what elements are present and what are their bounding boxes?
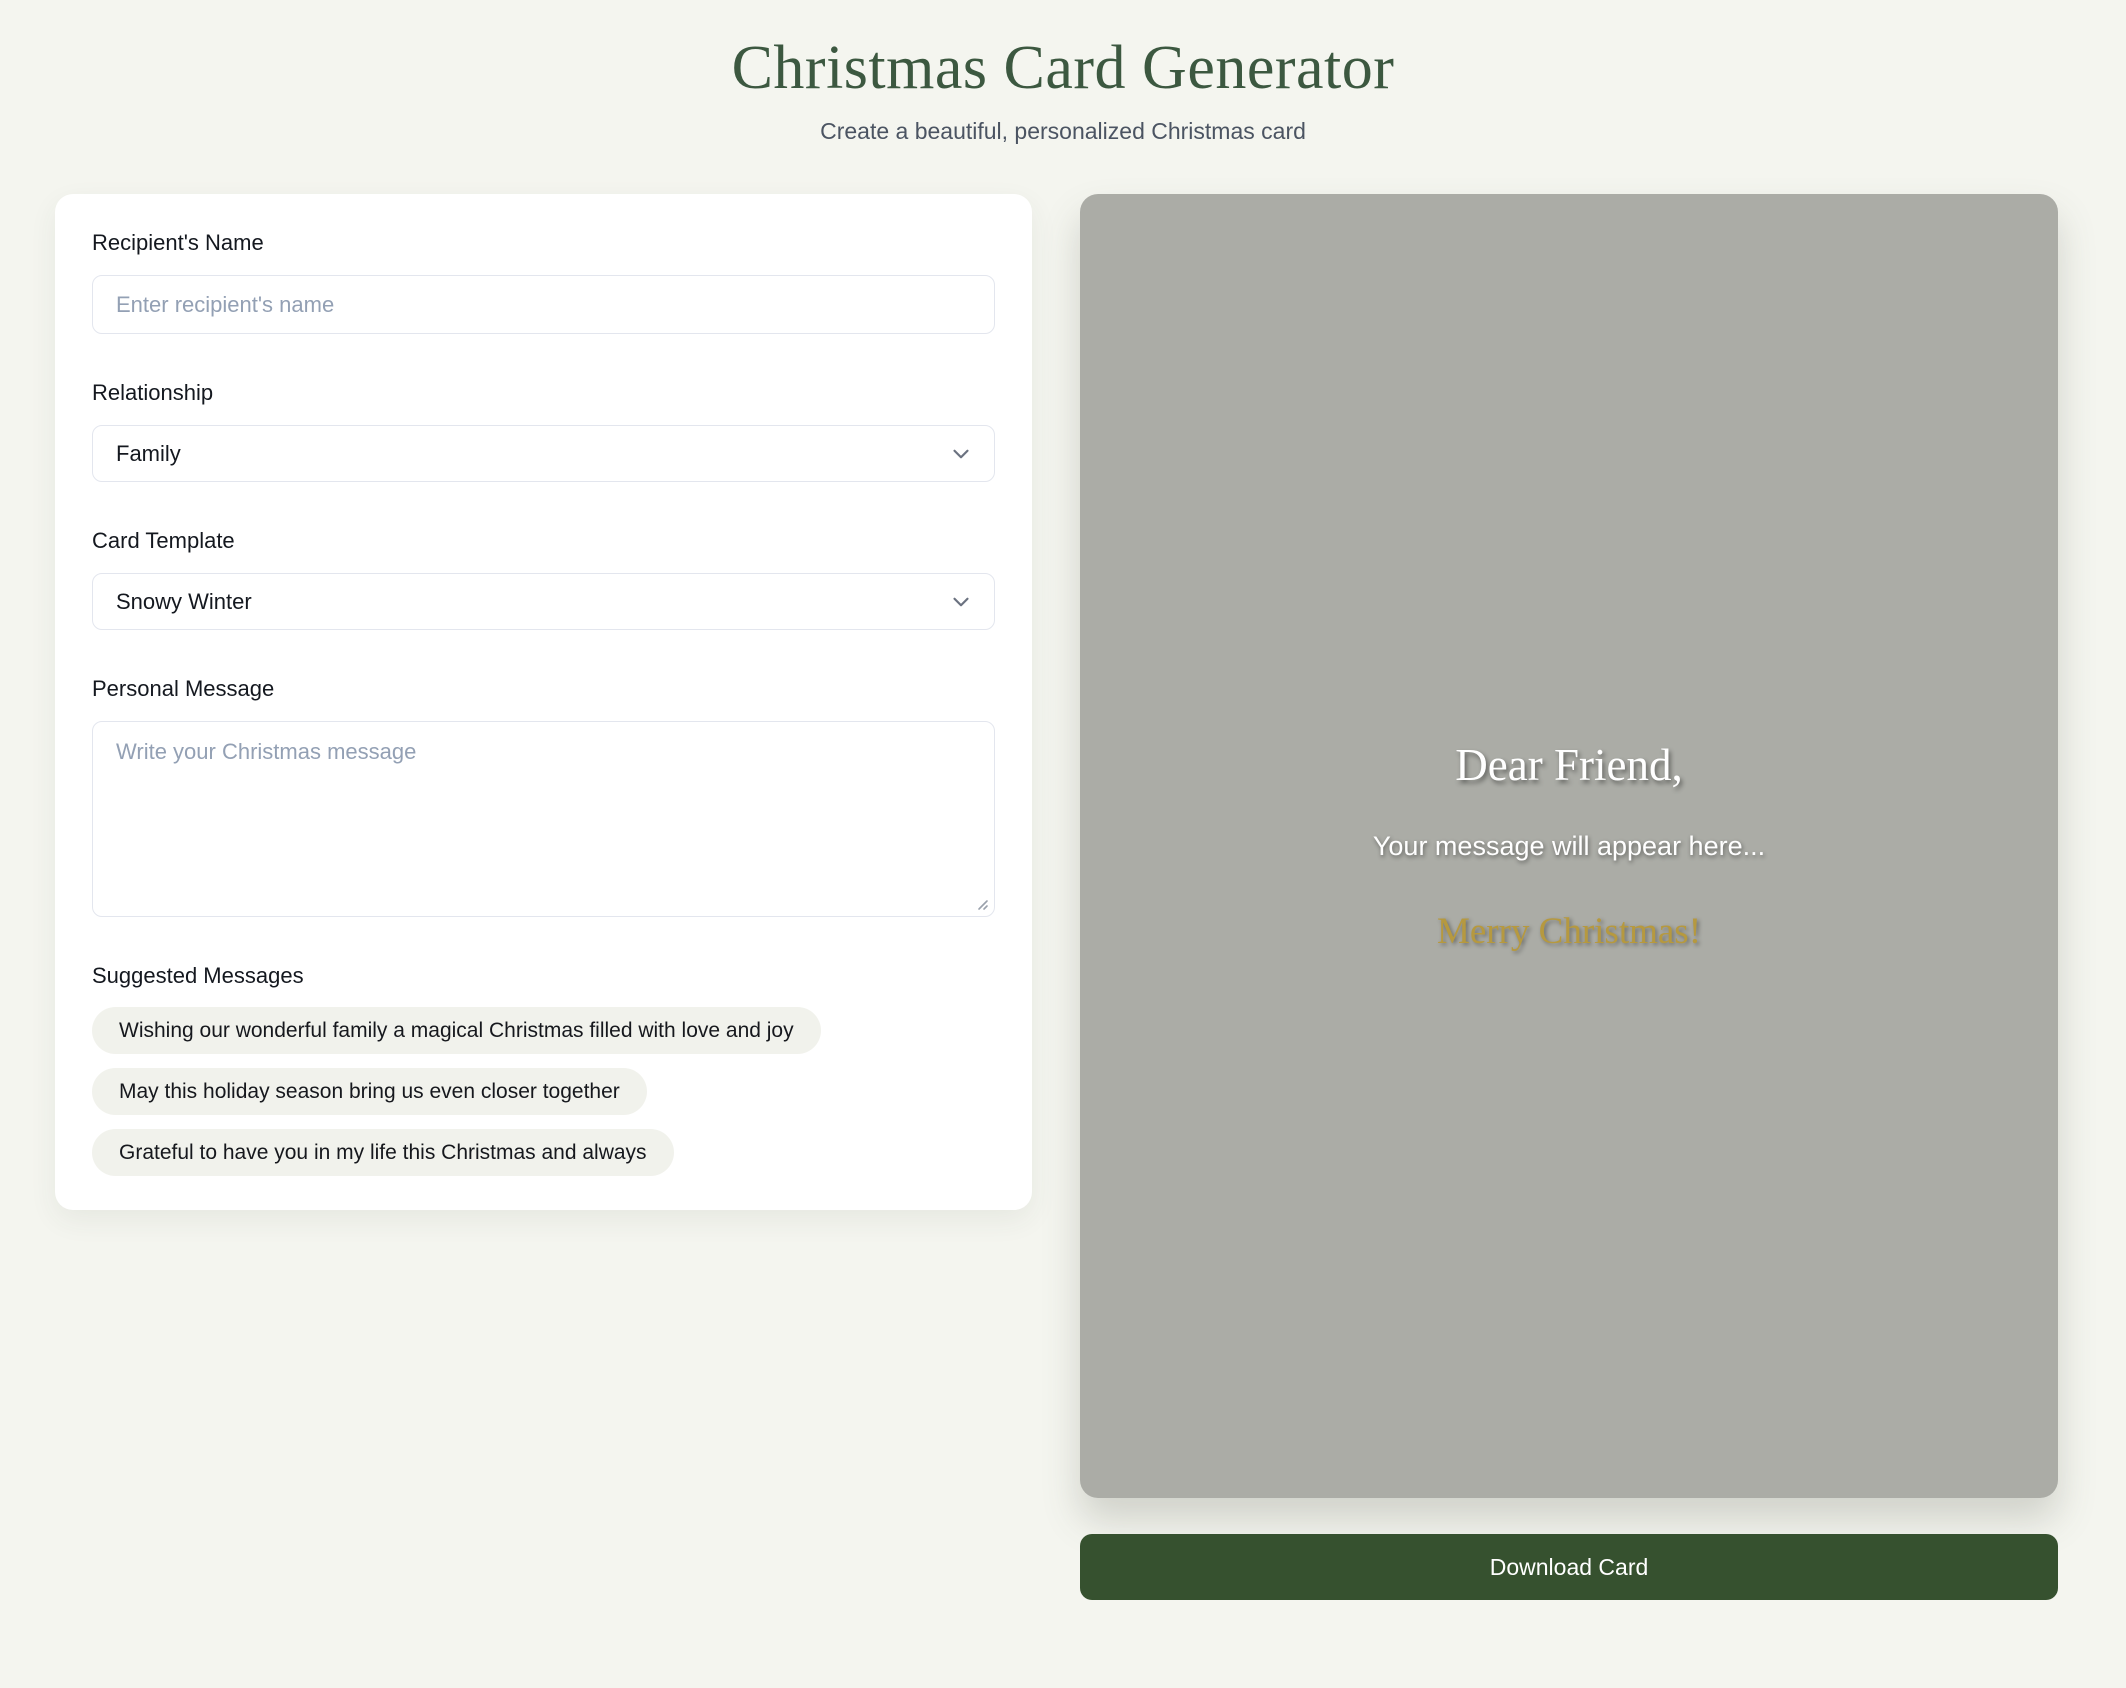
card-template-label: Card Template — [92, 528, 235, 554]
recipient-name-input[interactable] — [92, 275, 995, 334]
relationship-select[interactable] — [92, 425, 995, 482]
personal-message-label: Personal Message — [92, 676, 275, 702]
relationship-selected-value: Family — [116, 440, 181, 466]
relationship-field — [92, 380, 995, 482]
recipient-name-field — [92, 230, 995, 334]
card-form-panel — [55, 194, 1032, 1210]
download-card-button[interactable]: Download Card — [1080, 1534, 2058, 1600]
suggested-messages-list — [92, 1007, 995, 1176]
page-title: Christmas Card Generator — [731, 34, 1395, 102]
suggested-messages-label: Suggested Messages — [92, 963, 304, 989]
chevron-down-icon — [948, 589, 974, 615]
chevron-down-icon — [948, 441, 974, 467]
card-template-field — [92, 528, 995, 630]
recipient-name-label: Recipient's Name — [92, 230, 264, 256]
page-header — [0, 0, 2126, 145]
card-closing-text: Merry Christmas! — [1436, 911, 1702, 953]
page-subtitle: Create a beautiful, personalized Christmas card — [820, 118, 1306, 145]
relationship-label: Relationship — [92, 380, 214, 406]
card-preview — [1080, 194, 2058, 1498]
personal-message-field — [92, 676, 995, 917]
suggested-messages-section — [92, 963, 995, 1176]
suggested-message-pill[interactable]: May this holiday season bring us even closer together — [92, 1068, 647, 1115]
card-template-selected-value: Snowy Winter — [116, 588, 252, 614]
card-preview-column — [1080, 194, 2058, 1600]
suggested-message-pill[interactable]: Wishing our wonderful family a magical Christmas filled with love and joy — [92, 1007, 821, 1054]
personal-message-textarea[interactable] — [92, 721, 995, 917]
personal-message-textarea-wrap — [92, 721, 995, 917]
main-content — [55, 194, 2071, 1600]
suggested-message-pill[interactable]: Grateful to have you in my life this Christmas and always — [92, 1129, 674, 1176]
card-greeting-text: Dear Friend, — [1455, 740, 1683, 791]
card-message-placeholder-text: Your message will appear here... — [1372, 831, 1766, 862]
card-template-select[interactable] — [92, 573, 995, 630]
